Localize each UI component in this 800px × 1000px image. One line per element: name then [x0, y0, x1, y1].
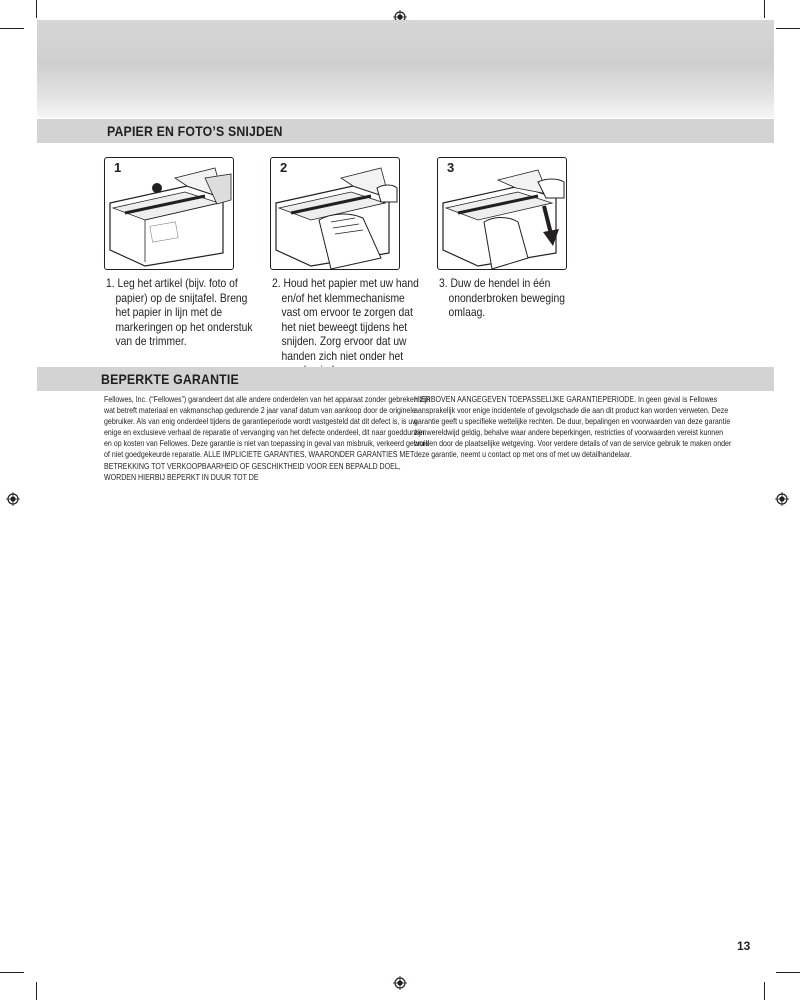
trimmer-illustration — [105, 158, 233, 269]
crop-mark — [764, 982, 765, 1000]
crop-mark — [776, 28, 800, 29]
step-2-text: 2. Houd het papier met uw hand en/of het klemmechanisme vast om ervoor te zorgen dat het niet beweegt tijdens het snijden. Zorg ervoor dat uw handen zich niet onder het — [272, 276, 419, 363]
step-number: 2 — [280, 160, 288, 175]
registration-mark-icon — [775, 492, 789, 506]
step-number: 3 — [447, 160, 455, 175]
warranty-text-right: HIERBOVEN AANGEGEVEN TOEPASSELIJKE GARANTIEPERIODE. In geen geval is Fellowes aansprakelijk voor enige incidentele of gevolgschade die aan dit product kan worden verweten. Deze garantie geeft u specifieke wettelijke rechten. De duur, bepalingen en voorwaarden van deze garantie zijn wereldwijd geldig, behalve waar andere beperkingen, restricties of voorwaarden vereist kunnen worden door de plaatselijke wetgeving. Voor verdere details of van de service gebruik te maken onder deze garantie, neemt u contact op met ons of met uw detailhandelaar. — [414, 394, 732, 460]
section-title-warranty: BEPERKTE GARANTIE — [101, 371, 239, 387]
crop-mark — [0, 972, 24, 973]
page-number: 13 — [737, 939, 751, 953]
step-1 — [104, 157, 270, 349]
crop-mark — [36, 982, 37, 1000]
step-2 — [270, 157, 436, 378]
trimmer-illustration — [271, 158, 399, 269]
registration-mark-icon — [6, 492, 20, 506]
header-banner — [37, 20, 774, 118]
step-3-text: 3. Duw de hendel in één ononderbroken beweging omlaag. — [439, 276, 565, 319]
section-title-cutting: PAPIER EN FOTO’S SNIJDEN — [107, 123, 283, 139]
step-number: 1 — [114, 160, 122, 175]
registration-mark-icon — [393, 976, 407, 990]
trimmer-illustration — [438, 158, 566, 269]
step-3-illustration — [437, 157, 567, 270]
step-1-illustration — [104, 157, 234, 270]
section-header-cutting — [37, 119, 774, 143]
step-3 — [437, 157, 603, 320]
step-1-text: 1. Leg het artikel (bijv. foto of papier) op de snijtafel. Breng het papier in lijn met de markeringen op het onderstuk van de trimmer. — [106, 276, 253, 348]
section-header-warranty — [37, 367, 774, 391]
step-2-illustration — [270, 157, 400, 270]
crop-mark — [776, 972, 800, 973]
crop-mark — [36, 0, 37, 18]
crop-mark — [764, 0, 765, 18]
warranty-text-left: Fellowes, Inc. (“Fellowes”) garandeert dat alle andere onderdelen van het apparaat zonder gebreken zijn wat betreft materiaal en vakmanschap gedurende 2 jaar vanaf datum van aankoop door de originele gebruiker. Als van enig onderdeel tijdens de garantieperiode wordt vastgesteld dat dit defect is, is uw enige en exclusieve verhaal de reparatie of vervanging van het defecte onderdeel, dit naar goeddunken en op kosten van Fellowes. Deze garantie is niet van toepassing in geval van misbruik, verkeerd gebruik of niet goedgekeurde reparatie. ALLE IMPLICIETE GARANTIES, WAARONDER GARANTIES MET BETREKKING TOT VERKOOPBAARHEID OF GESCHIKTHEID VOOR EEN BEPAALD DOEL, WORDEN HIERBIJ BEPERKT IN DUUR TOT DE — [104, 394, 431, 482]
crop-mark — [0, 28, 24, 29]
